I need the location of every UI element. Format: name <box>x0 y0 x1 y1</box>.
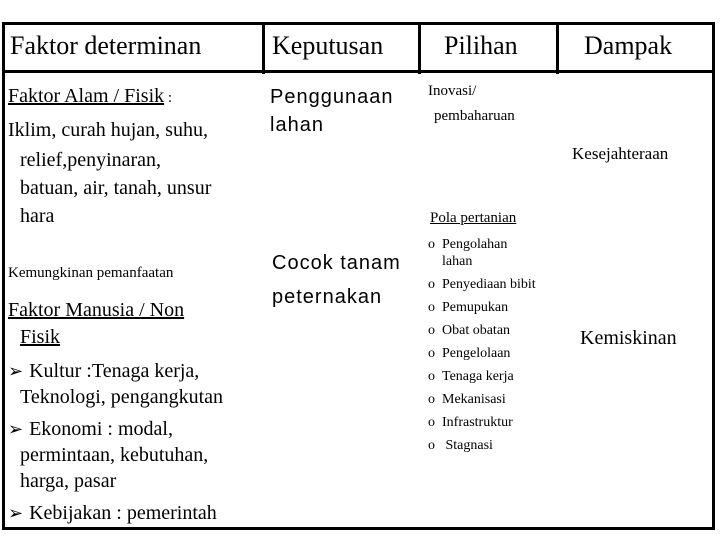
list-item: o Mekanisasi <box>428 392 506 407</box>
list-item: o Obat obatan <box>428 323 511 338</box>
dampak-kesejahteraan: Kesejahteraan <box>572 144 669 163</box>
header-pilihan: Pilihan <box>444 31 518 60</box>
pilihan-inovasi: Inovasi/ <box>428 83 477 99</box>
list-item: o Penyediaan bibit <box>428 277 536 292</box>
arrow-bullet-icon: ➢ <box>8 419 24 439</box>
pilihan-pembaharuan: pembaharuan <box>434 108 515 124</box>
faktor-alam-line: batuan, air, tanah, unsur <box>20 177 212 199</box>
faktor-manusia-item: ➢ Ekonomi : modal, <box>8 418 173 440</box>
keputusan-penggunaan-lahan: Penggunaan <box>270 86 394 108</box>
faktor-alam-line: hara <box>20 205 55 227</box>
header-divider-col4 <box>556 22 559 74</box>
faktor-manusia-item: ➢ Kebijakan : pemerintah <box>8 502 217 524</box>
faktor-alam-line: relief,penyinaran, <box>20 149 162 171</box>
faktor-manusia-item-line: harga, pasar <box>20 470 117 492</box>
faktor-manusia-item-line: Teknologi, pengangkutan <box>20 386 223 408</box>
arrow-bullet-icon: ➢ <box>8 503 24 523</box>
keputusan-cocok-tanam: Cocok tanam <box>272 252 401 274</box>
faktor-alam-title: Faktor Alam / Fisik : <box>8 85 173 107</box>
circle-bullet-icon: o <box>428 346 435 361</box>
header-divider-col2 <box>262 22 265 74</box>
header-dampak: Dampak <box>584 31 673 60</box>
pilihan-options-list <box>428 236 536 460</box>
faktor-manusia-item-line: permintaan, kebutuhan, <box>20 444 209 466</box>
keputusan-penggunaan-lahan: lahan <box>270 114 324 136</box>
dampak-kemiskinan: Kemiskinan <box>580 327 677 349</box>
list-item: o Pengolahan <box>428 237 508 252</box>
list-item: o Pemupukan <box>428 300 509 315</box>
list-item: lahan <box>442 254 473 269</box>
header-divider-col3 <box>418 22 421 74</box>
circle-bullet-icon: o <box>428 369 435 384</box>
circle-bullet-icon: o <box>428 392 435 407</box>
list-item: o Pengelolaan <box>428 346 511 361</box>
circle-bullet-icon: o <box>428 323 435 338</box>
circle-bullet-icon: o <box>428 277 435 292</box>
circle-bullet-icon: o <box>428 438 435 453</box>
kemungkinan-pemanfaatan-label: Kemungkinan pemanfaatan <box>8 265 174 281</box>
circle-bullet-icon: o <box>428 415 435 430</box>
header-divider <box>2 70 715 73</box>
faktor-alam-line: Iklim, curah hujan, suhu, <box>8 119 208 141</box>
arrow-bullet-icon: ➢ <box>8 361 24 381</box>
pilihan-pola-pertanian: Pola pertanian <box>430 210 517 226</box>
circle-bullet-icon: o <box>428 300 435 315</box>
list-item: o Infrastruktur <box>428 415 513 430</box>
header-keputusan: Keputusan <box>272 31 384 60</box>
list-item: o Tenaga kerja <box>428 369 514 384</box>
circle-bullet-icon: o <box>428 237 435 252</box>
faktor-manusia-title: Faktor Manusia / Non <box>8 299 185 321</box>
faktor-manusia-title: Fisik <box>20 326 61 348</box>
header-faktor-determinan: Faktor determinan <box>10 31 202 60</box>
keputusan-peternakan: peternakan <box>272 286 383 308</box>
faktor-manusia-item: ➢ Kultur :Tenaga kerja, <box>8 360 200 382</box>
list-item: o Stagnasi <box>428 438 493 453</box>
